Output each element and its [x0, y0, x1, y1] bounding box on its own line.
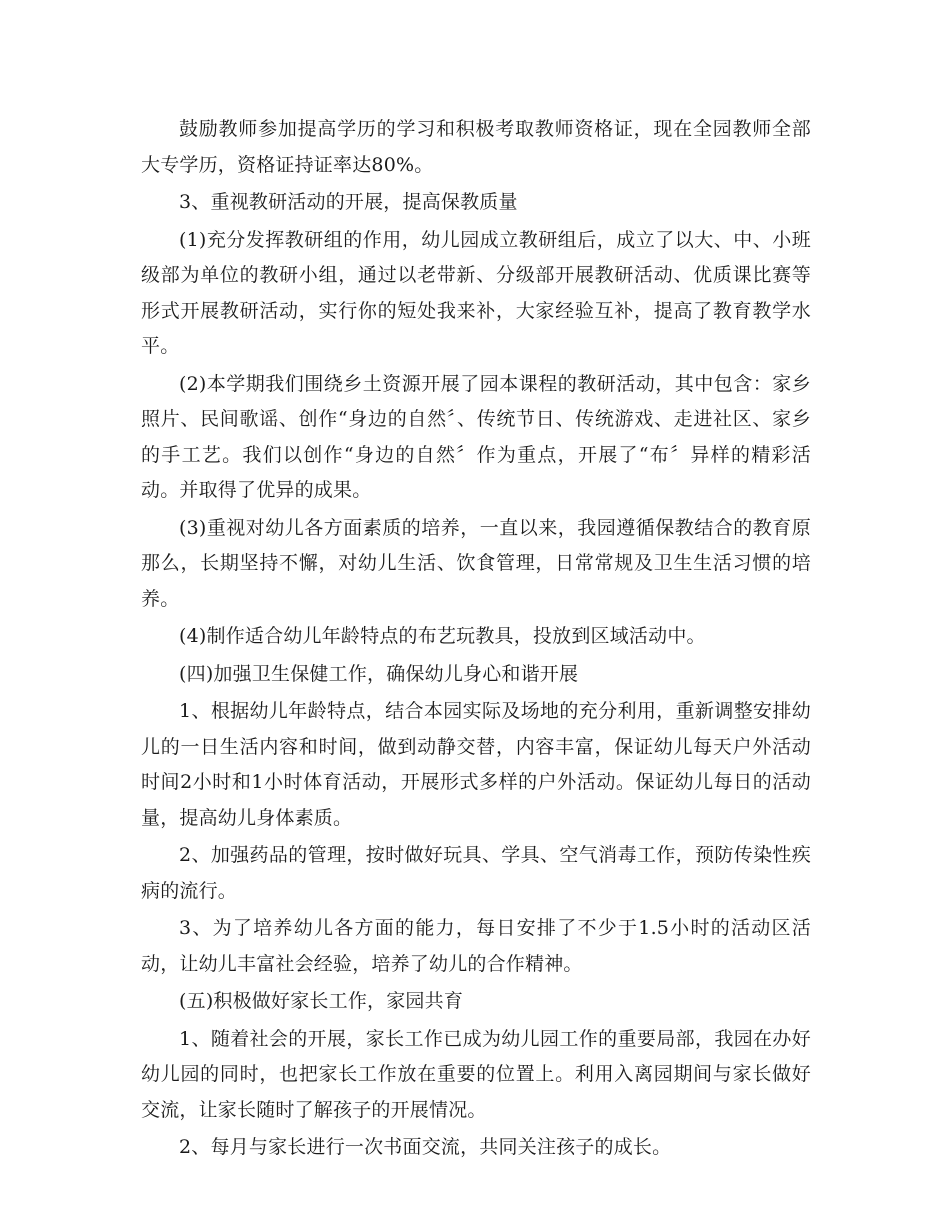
document-body — [141, 112, 811, 1168]
paragraph: 鼓励教师参加提高学历的学习和积极考取教师资格证，现在全园教师全部大专学历，资格证持证率达80%。 — [141, 118, 811, 176]
paragraph: 2、每月与家长进行一次书面交流，共同关注孩子的成长。 — [179, 1136, 672, 1158]
section-heading: (四)加强卫生保健工作，确保幼儿身心和谐开展 — [179, 662, 579, 685]
paragraph: 2、加强药品的管理，按时做好玩具、学具、空气消毒工作，预防传染性疾病的流行。 — [141, 844, 811, 902]
paragraph: 1、根据幼儿年龄特点，结合本园实际及场地的充分利用，重新调整安排幼儿的一日生活内容和时间，做到动静交替，内容丰富，保证幼儿每天户外活动时间2小时和1小时体育活动，开展形式多样的户外活动。保证幼儿每日的活动量，提高幼儿身体素质。 — [141, 700, 811, 829]
paragraph: (1)充分发挥教研组的作用，幼儿园成立教研组后，成立了以大、中、小班级部为单位的教研小组，通过以老带新、分级部开展教研活动、优质课比赛等形式开展教研活动，实行你的短处我来补，大家经验互补，提高了教育教学水平。 — [141, 228, 811, 357]
paragraph: (3)重视对幼儿各方面素质的培养，一直以来，我园遵循保教结合的教育原那么，长期坚持不懈，对幼儿生活、饮食管理，日常常规及卫生生活习惯的培养。 — [141, 516, 811, 610]
section-heading: (五)积极做好家长工作，家园共育 — [179, 990, 464, 1012]
paragraph: (2)本学期我们围绕乡土资源开展了园本课程的教研活动，其中包含：家乡照片、民间歌谣、创作“身边的自然〞、传统节日、传统游戏、走进社区、家乡的手工艺。我们以创作“身边的自然〞作为重点，开展了“布〞异样的精彩活动。并取得了优异的成果。 — [141, 372, 811, 501]
section-heading: 3、重视教研活动的开展，提高保教质量 — [179, 191, 518, 213]
paragraph: (4)制作适合幼儿年龄特点的布艺玩教具，投放到区域活动中。 — [179, 625, 706, 647]
paragraph: 3、为了培养幼儿各方面的能力，每日安排了不少于1.5小时的活动区活动，让幼儿丰富社会经验，培养了幼儿的合作精神。 — [141, 917, 811, 975]
paragraph: 1、随着社会的开展，家长工作已成为幼儿园工作的重要局部，我园在办好幼儿园的同时，也把家长工作放在重要的位置上。利用入离园期间与家长做好交流，让家长随时了解孩子的开展情况。 — [141, 1027, 811, 1121]
